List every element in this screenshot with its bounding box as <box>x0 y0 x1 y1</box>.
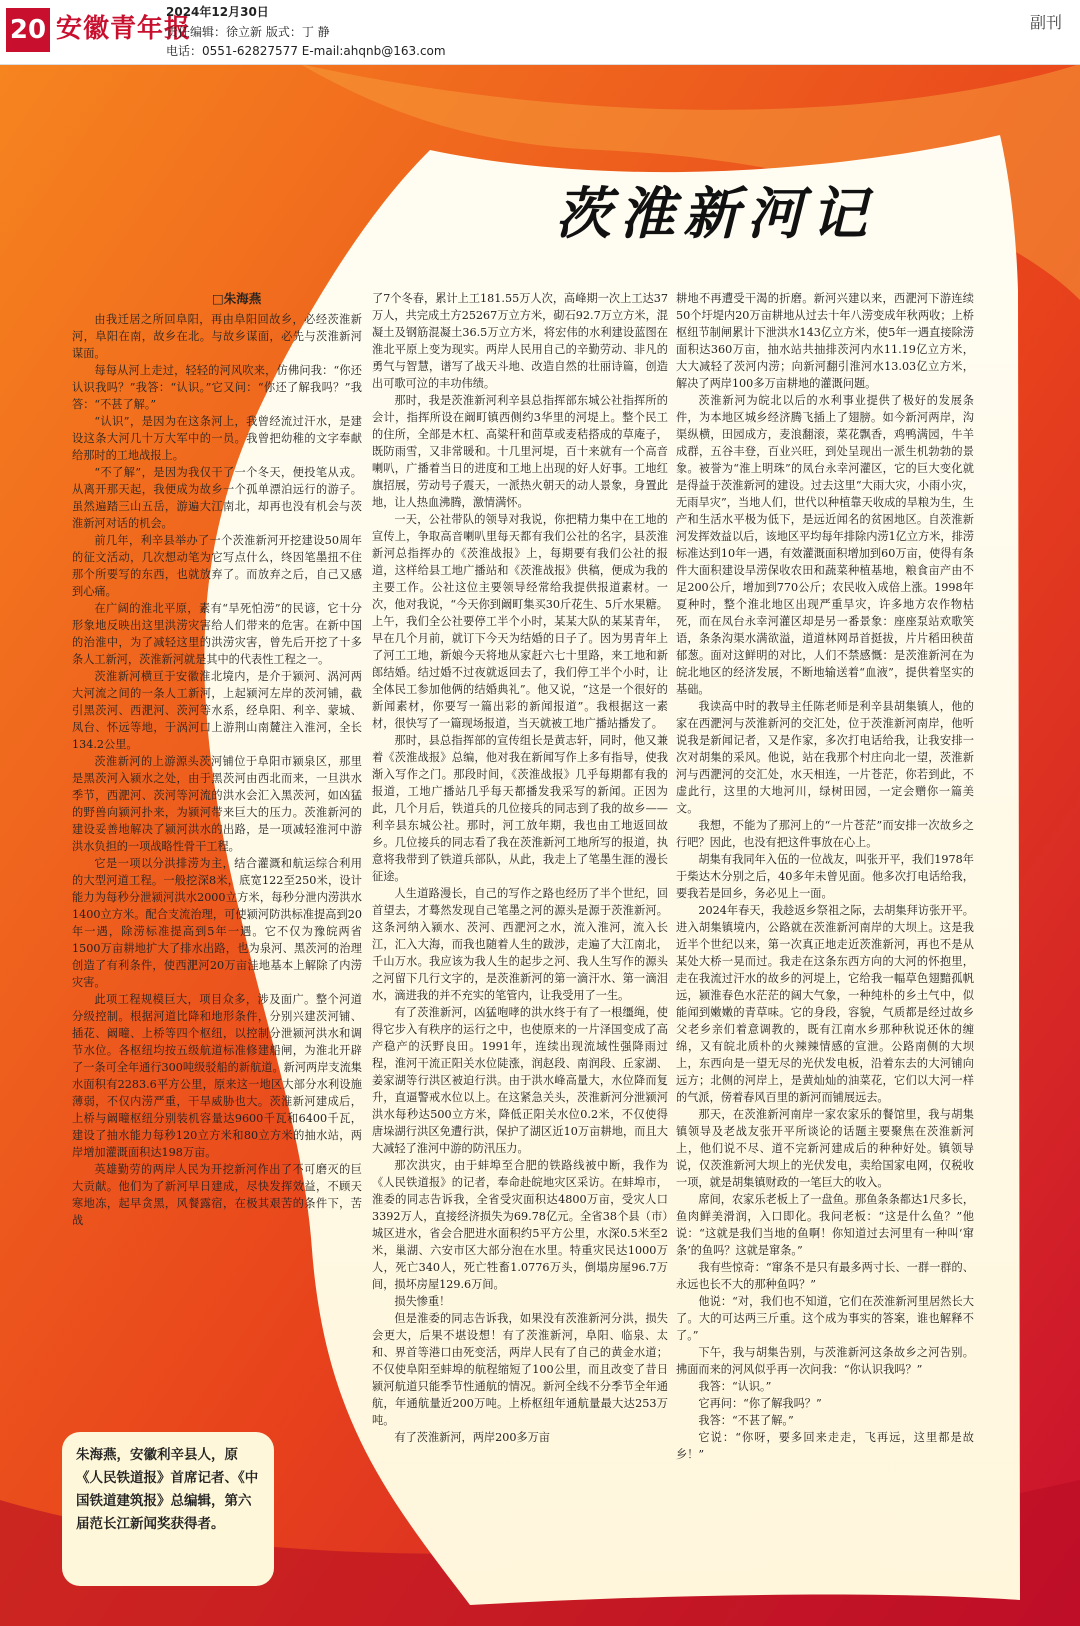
newspaper-masthead: 安徽青年报 <box>56 14 192 44</box>
article-paragraph: 2024年春天，我趁返乡祭祖之际，去胡集拜访张开平。进入胡集镇境内，公路就在茨淮新河南岸的大坝上。这是我近半个世纪以来，第一次真正地走近茨淮新河，再也不是从某处大桥一晃而过。我走在这条东西方向的大河的怀抱里，走在我流过汗水的故乡的河堤上，它给我一幅草色翅黯孤帆远，颍淮春色水茫茫的阔大气象，一种纯朴的乡土气中，似能闻到嫩嫩的青草味。它的身段，容貌，气质都是经过故乡父老乡亲们着意调教的，既有江南水乡那种秋说还休的缠绵，又有皖北质朴的火辣辣情感的宣泄。公路南侧的大坝上，东西向是一望无尽的光伏发电板，沿着东去的大河铺向远方；北侧的河岸上，是黄灿灿的油菜花，它们以大河一样的气派，傍着春风百里的新河而铺展远去。 <box>676 904 974 1104</box>
article-paragraph: 我答：“不甚了解。” <box>698 1414 794 1427</box>
article-paragraph: 了7个冬春，累计上工181.55万人次，高峰期一次上工达37万人，共完成土方25267万立方米，砌石92.7万立方米，混凝土及钢筋混凝土36.5万立方米，将宏伟的水利建设蓝图在淮北平原上变为现实。两岸人民用自己的辛勤劳动、非凡的勇气与智慧，谱写了战天斗地、改造自然的壮丽诗篇，创造出可歌可泣的丰功伟绩。 <box>372 292 668 390</box>
article-paragraph: 它再问：“你了解我吗？” <box>698 1397 822 1410</box>
article-paragraph: 胡集有我同年入伍的一位战友，叫张开平，我们1978年于柴达木分别之后，40多年未曾见面。他多次打电话给我，要我若是回乡，务必见上一面。 <box>676 853 974 900</box>
article-paragraph: 它是一项以分洪排涝为主，结合灌溉和航运综合利用的大型河道工程。一般挖深8米，底宽122至250米，设计能力为每秒分泄颍河洪水2000立方米，每秒分泄内涝洪水1400立方米。配合支流治理，可使颍河防洪标准提高到20年一遇，除涝标准提高到5年一遇。它不仅为豫皖两省1500万亩耕地扩大了排水出路，也为泉河、黑茨河的治理创造了有利条件，使西淝河20万亩洼地基本上解除了内涝灾害。 <box>72 857 362 989</box>
article-paragraph: 每每从河上走过，轻轻的河风吹来，仿佛问我：“你还认识我吗？”我答：“认识。”它又问：“你还了解我吗？”我答：“不甚了解。” <box>72 364 362 411</box>
page-number: 20 <box>6 8 50 52</box>
issue-date: 2024年12月30日 <box>166 5 269 19</box>
article-title: 茨淮新河记 <box>555 181 875 247</box>
article-paragraph: 它说：“你呀，要多回来走走，飞再远，这里都是故乡！” <box>676 1431 974 1461</box>
article-paragraph: 那时，我是茨淮新河利辛县总指挥部东城公社指挥所的会计，指挥所设在阚町镇西侧约3华里的河堤上。整个民工的住所，全部是木杠、高粱秆和茴草或麦秸搭成的草庵子，既防雨雪，又非常暖和。十几里河堤，百十来就有一个高音喇叭，广播着当日的进度和工地上出现的好人好事。工地红旗招展，劳动号子震天，一派热火朝天的动人景象，身置此地，让人热血沸腾，激情满怀。 <box>372 394 668 509</box>
article-column-2 <box>372 290 668 1446</box>
article-paragraph: 耕地不再遭受干渴的折磨。新河兴建以来，西淝河下游连续50个圩堤内20万亩耕地从过去十年八涝变成年秋两收；上桥枢纽节制闸累计下泄洪水143亿立方米，使5年一遇直接除涝面积达360万亩，抽水站共抽排茨河内水11.19亿立方米，大大减轻了茨河内涝；向新河翻引淮河水13.03亿立方米，解决了两岸100多万亩耕地的灌溉问题。 <box>676 292 974 390</box>
article-paragraph: 人生道路漫长，自己的写作之路也经历了半个世纪，回首望去，才蓦然发现自己笔墨之河的源头是源于茨淮新河。这条河纳入颍水、茨河、西淝河之水，流入淮河，流入长江，汇入大海，而我也随着人生的跋涉，走遍了大江南北，千山万水。我应该为我人生的起步之河、我人生写作的源头之河留下几行文字的，是茨淮新河的第一滴汗水、第一滴泪水，滴进我的并不充实的笔管内，让我受用了一生。 <box>372 887 668 1002</box>
article-paragraph: 那天，在茨淮新河南岸一家农家乐的餐馆里，我与胡集镇领导及老战友张开平所谈论的话题主要聚焦在茨淮新河上，他们说不尽、道不完新河建成后的种种好处。镇领导说，仅茨淮新河大坝上的光伏发电，卖给国家电网，仅税收一项，就是胡集镇财政的一笔巨大的收入。 <box>676 1108 974 1189</box>
article-paragraph: 那时，县总指挥部的宣传组长是黄志轩，同时，他又兼着《茨淮战报》总编，他对我在新闻写作上多有指导，使我渐入写作之门。那段时间，《茨淮战报》几乎每期都有我的报道，工地广播站几乎每天都播发我采写的新闻。正因为此，几个月后，铁道兵的几位接兵的同志到了我的故乡——利辛县东城公社。那时，河工放年期，我也由工地返回故乡。几位接兵的同志看了我在茨淮新河工地所写的报道，执意将我带到了铁道兵部队，从此，我走上了笔墨生涯的漫长征途。 <box>372 734 668 883</box>
article-paragraph: 但是淮委的同志告诉我，如果没有茨淮新河分洪，损失会更大，后果不堪设想！有了茨淮新河，阜阳、临泉、太和、界首等港口由死变活，两岸人民有了自己的黄金水道；不仅使阜阳至蚌埠的航程缩短了100公里，而且改变了昔日颍河航道只能季节性通航的情况。新河全线不分季节全年通航，年通航量近200万吨。上桥枢纽年通航量最大达253万吨。 <box>372 1312 668 1427</box>
article-paragraph: 我答：“认识。” <box>698 1380 772 1393</box>
article-paragraph: 前几年，利辛县举办了一个茨淮新河开挖建设50周年的征文活动，几次想动笔为它写点什么，终因笔墨扭不住那个所要写的东西，也就放弃了。而放弃之后，自己又感到心痛。 <box>72 534 362 598</box>
article-paragraph: 下午，我与胡集告别，与茨淮新河这条故乡之河告别。拂面而来的河风似乎再一次问我：“你认识我吗？” <box>676 1346 974 1376</box>
article-author: □朱海燕 <box>212 291 262 306</box>
article-paragraph: 有了茨淮新河，两岸200多万亩 <box>394 1431 550 1444</box>
article-paragraph: 茨淮新河为皖北以后的水利事业提供了极好的发展条件，为本地区城乡经济腾飞插上了翅膀。如今新河两岸，沟渠纵横，田园成方，麦浪翻滚，菜花飘香，鸡鸭满园，牛羊成群，五谷丰登，百业兴旺，到处呈现出一派生机勃勃的景象。被誉为“淮上明珠”的凤台永幸河灌区，它的巨大变化就是得益于茨淮新河的建设。过去这里“大雨大灾，小雨小灾，无雨旱灾”，当地人们，世代以种植靠天收成的旱粮为生，生产和生活水平极为低下，是远近闻名的贫困地区。自茨淮新河发挥效益以后，该地区平均每年排除内涝1亿立方米，排涝标准达到10年一遇，有效灌溉面积增加到60万亩，使得有条件大面积建设旱涝保收农田和蔬菜种植基地，粮食亩产由不足200公斤，增加到770公斤；农民收入成倍上涨。1998年夏种时，整个淮北地区出现严重旱灾，许多地方农作物枯死，而在凤台永幸河灌区却是另一番景象：座座泵站欢歌笑语，条条沟渠水满欲溢，道道林网昂首挺拔，片片稻田秧苗郁葱。面对这鲜明的对比，人们不禁感慨：是茨淮新河在为皖北地区的经济发展，不断地输送着“血液”，提供着坚实的基础。 <box>676 394 974 696</box>
article-paragraph: 一天，公社带队的领导对我说，你把精力集中在工地的宣传上，争取高音喇叭里每天都有我们公社的名字，县茨淮新河总指挥办的《茨淮战报》上，每期要有我们公社的报道，这样给县工地广播站和《茨淮战报》供稿，便成为我的主要工作。公社这位主要领导经常给我提供报道素材。一次，他对我说，“今天你到阚町集买30斤花生、5斤水果糖。上午，我们全公社要停工半个小时，某某大队的某某青年，早在几个月前，就订下今天为结婚的日子了。因为男青年上了河工工地，新娘今天将地从家赶六七十里路，来工地和新郎结婚。结过婚不过夜就返回去了，我们停工半个小时，让全体民工参加他俩的结婚典礼”。他又说，“这是一个很好的新闻素材，你要写一篇出彩的新闻报道”。我根据这一素材，很快写了一篇现场报道，当天就被工地广播站播发了。 <box>372 513 668 730</box>
article-paragraph: 我有些惊奇：“窜条不是只有最多两寸长、一群一群的、永远也长不大的那种鱼吗？” <box>676 1261 974 1291</box>
article-column-3 <box>676 290 974 1463</box>
article-paragraph: 那次洪灾，由于蚌埠至合肥的铁路线被中断，我作为《人民铁道报》的记者，奉命赴皖地灾区采访。在蚌埠市，淮委的同志告诉我，全省受灾面积达4800万亩，受灾人口3392万人，直接经济损失为69.78亿元。全省38个县（市）城区进水，省会合肥进水面积约5平方公里，水深0.5米至2米，巢湖、六安市区大部分泡在水里。特重灾民达1000万人，死亡340人，死亡牲畜1.0776万头，倒塌房屋96.7万间，损坏房屋129.6万间。 <box>372 1159 668 1291</box>
contact-info: 电话：0551-62827577 E-mail:ahqnb@163.com <box>166 44 446 58</box>
article-paragraph: 茨淮新河的上游源头茨河铺位于阜阳市颍泉区，那里是黑茨河入颍水之处，由于黑茨河由西北而来，一旦洪水季节，西淝河、茨河等河流的洪水会汇入黑茨河，如凶猛的野兽向颍河扑来，为颍河带来巨大的压力。茨淮新河的建设妥善地解决了颍河洪水的出路，是一项减轻淮河中游洪水负担的一项战略性骨干工程。 <box>72 755 362 853</box>
article-paragraph: 在广阔的淮北平原，素有“旱死怕涝”的民谚，它十分形象地反映出这里洪涝灾害给人们带来的危害。在新中国的治淮中，为了减轻这里的洪涝灾害，曾先后开挖了十多条人工新河，茨淮新河就是其中的代表性工程之一。 <box>72 602 362 666</box>
article-paragraph: 英雄勤劳的两岸人民为开挖新河作出了不可磨灭的巨大贡献。他们为了新河早日建成，尽快发挥效益，不顾天寒地冻，起早贪黑，风餐露宿，在极其艰苦的条件下，苦战 <box>72 1163 362 1227</box>
article-paragraph: 此项工程规模巨大，项目众多，涉及面广。整个河道分级控制。根据河道比降和地形条件，分别兴建茨河铺、插花、阚疃、上桥等四个枢纽，以控制分泄颍河洪水和调节水位。各枢纽均按五级航道标准修建船闸，为淮北开辟了一条可全年通行300吨级驳船的新航道。新河两岸支流集水面积有2283.6平方公里，原来这一地区大部分水利设施薄弱，不仅内涝严重，干旱威胁也大。茨淮新河建成后，上桥与阚疃枢纽分别装机容量达9600千瓦和6400千瓦，建设了抽水能力每秒120立方米和80立方米的抽水站，两岸增加灌溉面积达198万亩。 <box>72 993 362 1159</box>
article-paragraph: 有了茨淮新河，凶猛咆哮的洪水终于有了一根缰绳，使得它步入有秩序的运行之中，也使原来的一片泽国变成了高产稳产的沃野良田。1991年，连续出现流域性强降雨过程，淮河干流正阳关水位陡涨，润赵段、南润段、丘家湖、姜家湖等行洪区被迫行洪。由于洪水峰高量大，水位降而复升，直逼警戒水位以上。在这紧急关头，茨淮新河分泄颍河洪水每秒达500立方米，降低正阳关水位0.2米，不仅使得唐垛湖行洪区免遭行洪，保护了湖区近10万亩耕地，而且大大减轻了淮河中游的防汛压力。 <box>372 1006 668 1155</box>
article-column-1 <box>72 290 362 1229</box>
editor-credits: 责任编辑：徐立新 版式：丁 静 <box>166 25 330 39</box>
article-paragraph: 席间，农家乐老板上了一盘鱼。那鱼条条都达1尺多长，鱼肉鲜美滑润，入口即化。我问老板：“这是什么鱼？”他说：“这就是我们当地的鱼啊！你知道过去河里有一种叫‘窜条’的鱼吗？这就是窜条。” <box>676 1193 975 1257</box>
article-paragraph: 他说：“对，我们也不知道，它们在茨淮新河里居然长大了。大的可达两三斤重。这个成为事实的答案，谁也解释不了。” <box>676 1295 974 1342</box>
article-paragraph: 我想，不能为了那河上的“一片苍茫”而安排一次故乡之行吧？因此，也没有把这件事放在心上。 <box>676 819 974 849</box>
section-label: 副刊 <box>1029 13 1062 32</box>
article-paragraph: 茨淮新河横亘于安徽淮北境内，是介于颍河、涡河两大河流之间的一条人工新河，上起颍河左岸的茨河铺，截引黑茨河、西淝河、茨河等水系，经阜阳、利辛、蒙城、凤台、怀远等地，于涡河口上游荆山南麓注入淮河，全长134.2公里。 <box>72 670 362 751</box>
article-paragraph: “不了解”，是因为我仅干了一个冬天，便投笔从戎。从离开那天起，我便成为故乡一个孤单漂泊远行的游子。虽然遍踏三山五岳，游遍大江南北，却再也没有机会与茨淮新河对话的机会。 <box>72 466 362 530</box>
article-paragraph: “认识”，是因为在这条河上，我曾经流过汗水，是建设这条大河几十万大军中的一员。我曾把幼稚的文字奉献给那时的工地战报上。 <box>72 415 362 462</box>
article-paragraph: 我读高中时的教导主任陈老师是利辛县胡集镇人，他的家在西淝河与茨淮新河的交汇处，位于茨淮新河南岸，他听说我是新闻记者，又是作家，多次打电话给我，让我安排一次对胡集的采风。他说，站在我那个村庄向北一望，茨淮新河与西淝河的交汇处，水天相连，一片苍茫，你若到此，不虚此行，这里的大地河川，绿树田园，一定会赠你一篇美文。 <box>676 700 974 815</box>
article-paragraph: 由我迁居之所回阜阳，再由阜阳回故乡，必经茨淮新河，阜阳在南，故乡在北。与故乡谋面，必先与茨淮新河谋面。 <box>72 313 362 360</box>
page-header <box>0 0 1080 65</box>
article-paragraph: 损失惨重！ <box>394 1295 451 1308</box>
author-bio-box: 朱海燕，安徽利辛县人，原《人民铁道报》首席记者、《中国铁道建筑报》总编辑，第六届范长江新闻奖获得者。 <box>62 1432 274 1586</box>
